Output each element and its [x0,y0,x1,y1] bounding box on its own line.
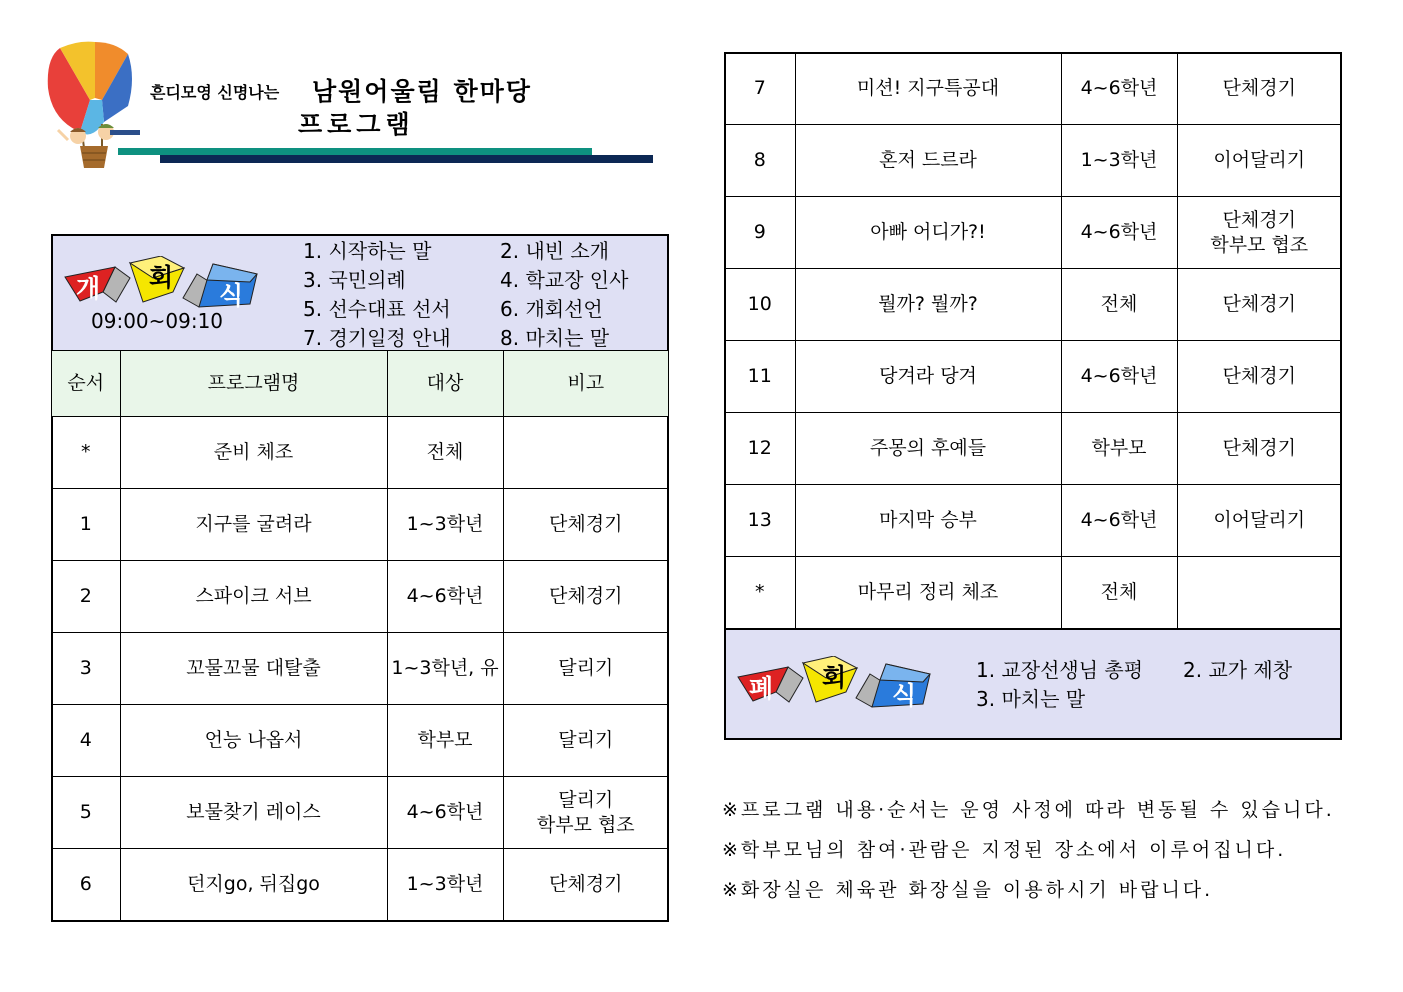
program-table-left [51,234,669,922]
cell-note-line: 단체경기 [1222,77,1296,99]
cell-target: 1~3학년 [1061,125,1177,197]
cell-note [1177,341,1341,413]
column-header-target: 대상 [387,351,503,417]
opening-ceremony-cubes-icon [59,256,269,316]
cell-target: 4~6학년 [1061,485,1177,557]
notice-line: ※학부모님의 참여·관람은 지정된 장소에서 이루어집니다. [722,839,1287,861]
closing-title-char-3: 식 [892,681,917,710]
cell-note [1177,485,1341,557]
program-table-right [724,52,1342,740]
cell-program: 준비 체조 [120,417,387,489]
cell-note [503,417,668,489]
closing-title-char-2: 회 [822,663,847,692]
cell-note-line: 이어달리기 [1213,149,1306,171]
cell-note [503,561,668,633]
cell-target: 1~3학년 [387,489,503,561]
table-row [725,557,1341,629]
table-row [725,485,1341,557]
cell-program: 던지go, 뒤집go [120,849,387,921]
cell-target: 1~3학년, 유 [387,633,503,705]
closing-item: 2. 교가 제창 [1183,658,1293,682]
closing-item: 3. 마치는 말 [976,687,1086,711]
opening-title-char-1: 개 [76,274,101,303]
column-header-note: 비고 [503,351,668,417]
cell-order: 6 [52,849,120,921]
cell-target: 1~3학년 [387,849,503,921]
opening-item: 1. 시작하는 말 [303,239,432,263]
cell-note-line: 단체경기 [549,585,623,607]
opening-item: 3. 국민의례 [303,268,406,292]
column-header-order: 순서 [52,351,120,417]
cell-note [503,489,668,561]
cell-program: 꼬물꼬물 대탈출 [120,633,387,705]
opening-items-col-1 [303,237,451,353]
cell-order: 8 [725,125,795,197]
opening-item: 4. 학교장 인사 [500,268,629,292]
cell-order: 2 [52,561,120,633]
cell-target: 전체 [1061,557,1177,629]
cell-note-line: 단체경기 [549,513,623,535]
cell-target: 전체 [1061,269,1177,341]
opening-ceremony-section [53,236,667,352]
opening-item: 7. 경기일정 안내 [303,326,451,350]
table-row [52,777,668,849]
closing-items-col-2 [1183,656,1292,685]
table-row [725,269,1341,341]
column-header-program: 프로그램명 [120,351,387,417]
cell-note-line: 단체경기 [1222,293,1296,315]
table-row [725,341,1341,413]
cell-program: 지구를 굴려라 [120,489,387,561]
cell-program: 미션! 지구특공대 [795,53,1061,125]
notice-line: ※프로그램 내용·순서는 운영 사정에 따라 변동될 수 있습니다. [722,799,1335,821]
page-title: 남원어울림 한마당 [312,77,532,106]
closing-ceremony-cubes-icon [732,656,942,716]
opening-item: 5. 선수대표 선서 [303,297,451,321]
cell-program: 언능 나옵서 [120,705,387,777]
cell-target: 학부모 [387,705,503,777]
opening-title-char-3: 식 [219,281,244,310]
table-row [52,417,668,489]
cell-note [503,705,668,777]
program-grid-right [725,53,1341,629]
notice-line: ※화장실은 체육관 화장실을 이용하시기 바랍니다. [722,879,1214,901]
cell-program: 혼저 드르라 [795,125,1061,197]
cell-order: 1 [52,489,120,561]
cell-target: 학부모 [1061,413,1177,485]
table-row [52,633,668,705]
cell-note-line: 단체경기 [549,873,623,895]
table-row [725,413,1341,485]
opening-items-col-2 [500,237,628,353]
cell-target: 4~6학년 [387,777,503,849]
cell-program: 스파이크 서브 [120,561,387,633]
opening-item: 2. 내빈 소개 [500,239,610,263]
cell-note [1177,53,1341,125]
table-header-row [52,351,668,417]
opening-item: 8. 마치는 말 [500,326,610,350]
cell-note-line-2: 학부모 협조 [536,813,635,836]
cell-target: 전체 [387,417,503,489]
table-row [52,705,668,777]
cell-order: 11 [725,341,795,413]
cell-program: 아빠 어디가?! [795,197,1061,269]
cell-note-line: 단체경기 [1222,437,1296,459]
cell-order: 4 [52,705,120,777]
cell-note-line: 달리기 [558,788,614,811]
balloon-logo-icon [40,40,160,180]
cell-note [503,777,668,849]
cell-order: * [725,557,795,629]
header-subtitle: 흔디모영 신명나는 [150,83,280,102]
closing-items-col-1 [976,656,1143,714]
closing-item: 1. 교장선생님 총평 [976,658,1144,682]
header-divider-green [118,148,592,155]
cell-order: * [52,417,120,489]
cell-program: 마무리 정리 체조 [795,557,1061,629]
cell-note-line: 이어달리기 [1213,509,1306,531]
cell-target: 4~6학년 [1061,197,1177,269]
page-title-program: 프로그램 [298,110,415,139]
closing-title-char-1: 폐 [749,674,774,703]
cell-order: 3 [52,633,120,705]
cell-note [503,849,668,921]
header-divider-navy [160,155,653,163]
cell-note [1177,269,1341,341]
cell-note-line: 단체경기 [1222,365,1296,387]
closing-ceremony-section [726,628,1340,738]
cell-order: 9 [725,197,795,269]
cell-program: 당겨라 당겨 [795,341,1061,413]
cell-note [1177,125,1341,197]
cell-order: 10 [725,269,795,341]
cell-order: 5 [52,777,120,849]
opening-time: 09:00~09:10 [91,309,224,333]
cell-note-line: 달리기 [558,657,614,679]
cell-order: 12 [725,413,795,485]
cell-order: 13 [725,485,795,557]
cell-program: 뭘까? 뭘까? [795,269,1061,341]
opening-title-char-2: 회 [149,263,174,292]
program-grid-left [52,351,668,920]
table-row [725,125,1341,197]
table-row [725,53,1341,125]
table-row [725,197,1341,269]
cell-target: 4~6학년 [387,561,503,633]
cell-note [1177,557,1341,629]
cell-note-line-2: 학부모 협조 [1210,233,1309,256]
cell-target: 4~6학년 [1061,53,1177,125]
cell-note-line: 단체경기 [1222,208,1296,231]
cell-note [1177,197,1341,269]
table-row [52,561,668,633]
cell-target: 4~6학년 [1061,341,1177,413]
cell-program: 마지막 승부 [795,485,1061,557]
cell-note [503,633,668,705]
cell-program: 주몽의 후예들 [795,413,1061,485]
cell-program: 보물찾기 레이스 [120,777,387,849]
cell-order: 7 [725,53,795,125]
opening-item: 6. 개회선언 [500,297,603,321]
table-row [52,489,668,561]
cell-note-line: 달리기 [558,729,614,751]
cell-note [1177,413,1341,485]
table-row [52,849,668,921]
